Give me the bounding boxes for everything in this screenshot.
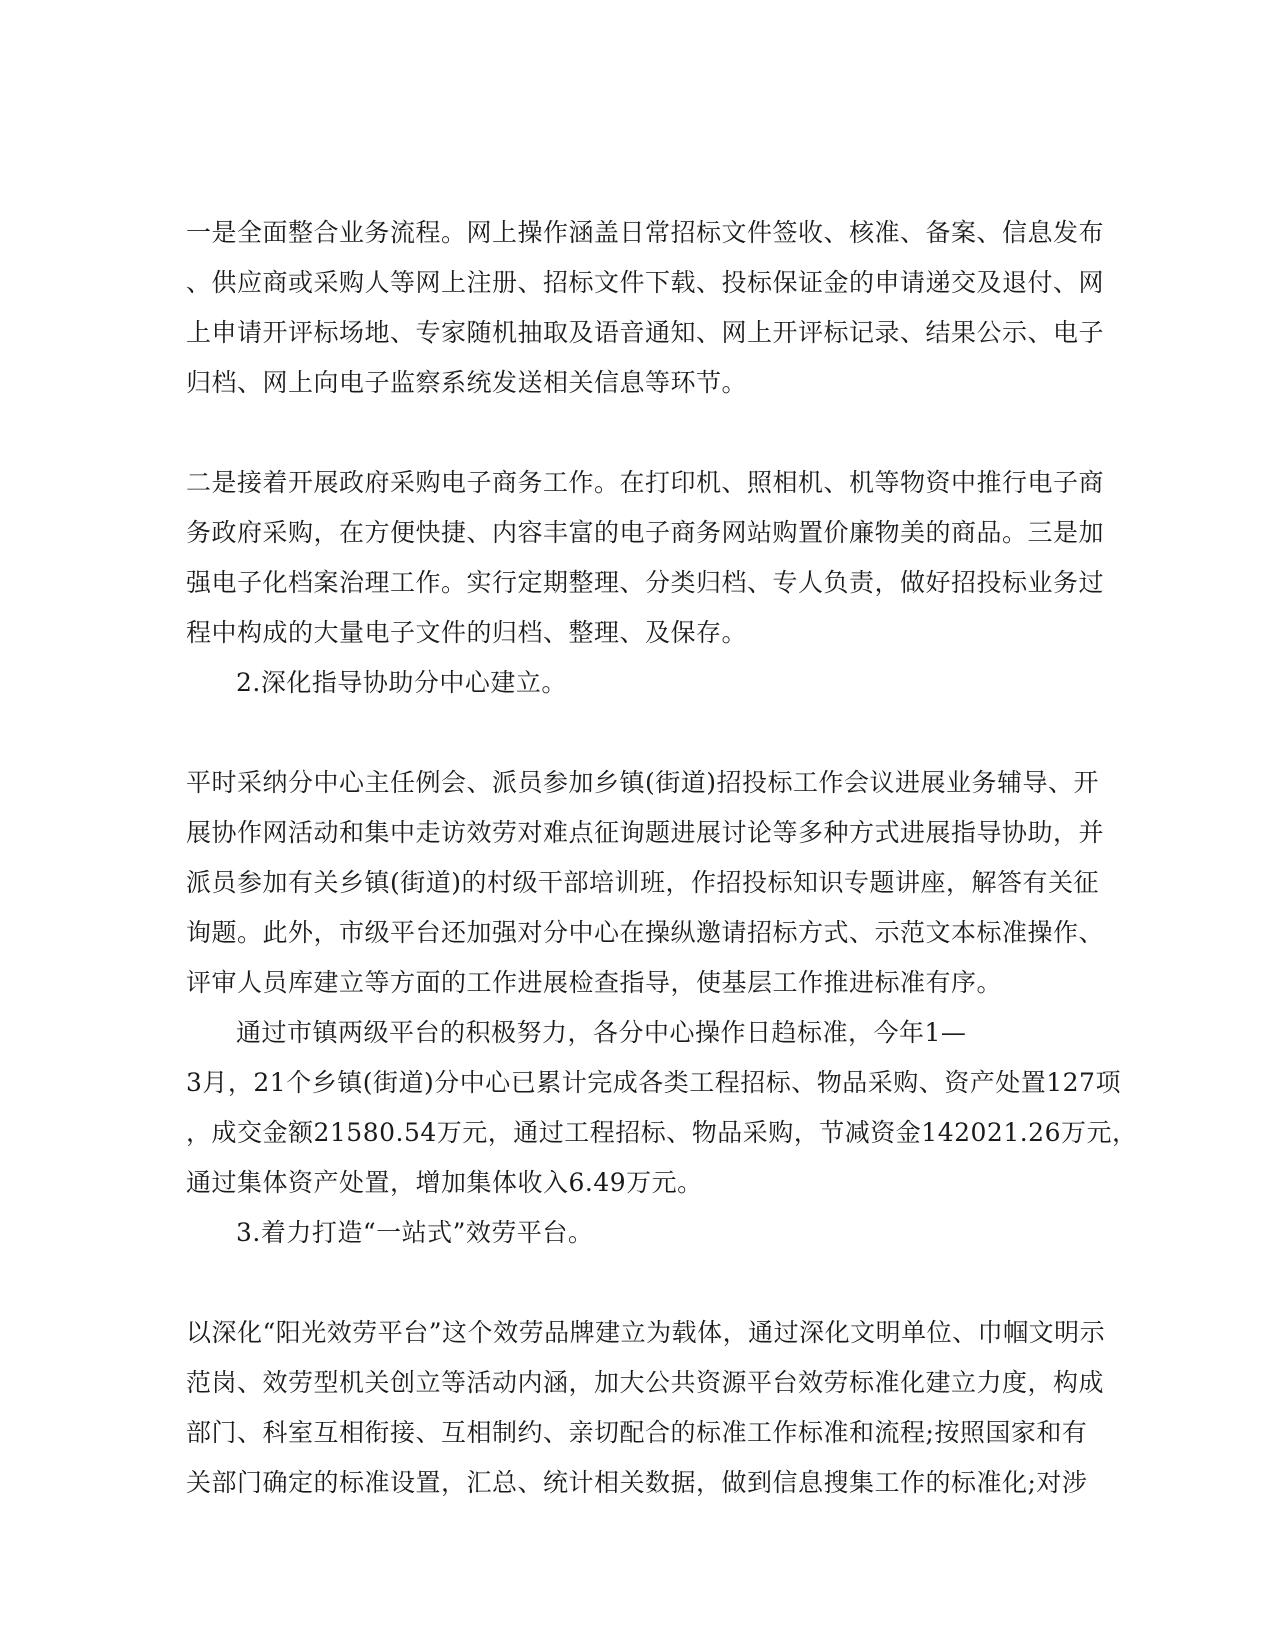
text-line: 二是接着开展政府采购电子商务工作。在打印机、照相机、机等物资中推行电子商 bbox=[186, 468, 1105, 497]
text-line: 范岗、效劳型机关创立等活动内涵，加大公共资源平台效劳标准化建立力度，构成 bbox=[186, 1368, 1105, 1397]
text-line: 程中构成的大量电子文件的归档、整理、及保存。 bbox=[186, 618, 748, 647]
text-line: 、供应商或采购人等网上注册、招标文件下载、投标保证金的申请递交及退付、网 bbox=[186, 268, 1105, 297]
text-line: 展协作网活动和集中走访效劳对难点征询题进展讨论等多种方式进展指导协助，并 bbox=[186, 818, 1105, 847]
text-line: 通过市镇两级平台的积极努力，各分中心操作日趋标准，今年1— bbox=[236, 1018, 967, 1047]
paragraph-gap bbox=[186, 1258, 1091, 1308]
text-line: 平时采纳分中心主任例会、派员参加乡镇(街道)招投标工作会议进展业务辅导、开 bbox=[186, 768, 1100, 797]
text-line: 关部门确定的标准设置，汇总、统计相关数据，做到信息搜集工作的标准化;对涉 bbox=[186, 1468, 1088, 1497]
text-line: ，成交金额21580.54万元，通过工程招标、物品采购，节减资金142021.26万元， bbox=[186, 1118, 1138, 1147]
paragraph-gap bbox=[186, 708, 1091, 758]
text-line: 务政府采购，在方便快捷、内容丰富的电子商务网站购置价廉物美的商品。三是加 bbox=[186, 518, 1105, 547]
text-line: 上申请开评标场地、专家随机抽取及语音通知、网上开评标记录、结果公示、电子 bbox=[186, 318, 1105, 347]
paragraph-guidance bbox=[186, 758, 1105, 1008]
text-line: 部门、科室互相衔接、互相制约、亲切配合的标准工作标准和流程;按照国家和有 bbox=[186, 1418, 1088, 1447]
text-line: 评审人员库建立等方面的工作进展检查指导，使基层工作推进标准有序。 bbox=[186, 968, 1003, 997]
text-line: 通过集体资产处置，增加集体收入6.49万元。 bbox=[186, 1168, 703, 1197]
text-line: 派员参加有关乡镇(街道)的村级干部培训班，作招投标知识专题讲座，解答有关征 bbox=[186, 868, 1100, 897]
text-line: 询题。此外，市级平台还加强对分中心在操纵邀请招标方式、示范文本标准操作、 bbox=[186, 918, 1105, 947]
document-body bbox=[186, 208, 1138, 1508]
text-line: 3月，21个乡镇(街道)分中心已累计完成各类工程招标、物品采购、资产处置127项 bbox=[186, 1068, 1121, 1097]
section-heading-3: 3.着力打造“一站式”效劳平台。 bbox=[236, 1218, 594, 1247]
paragraph-service-platform bbox=[186, 1308, 1106, 1508]
paragraph-gap bbox=[186, 408, 1091, 458]
section-heading-2: 2.深化指导协助分中心建立。 bbox=[236, 668, 567, 697]
text-line: 以深化“阳光效劳平台”这个效劳品牌建立为载体，通过深化文明单位、巾帼文明示 bbox=[186, 1318, 1106, 1347]
text-line: 一是全面整合业务流程。网上操作涵盖日常招标文件签收、核准、备案、信息发布 bbox=[186, 218, 1105, 247]
text-line: 归档、网上向电子监察系统发送相关信息等环节。 bbox=[186, 368, 748, 397]
paragraph-results bbox=[186, 1008, 1138, 1208]
paragraph-e-commerce bbox=[186, 458, 1105, 658]
paragraph-business-process bbox=[186, 208, 1105, 408]
text-line: 强电子化档案治理工作。实行定期整理、分类归档、专人负责，做好招投标业务过 bbox=[186, 568, 1105, 597]
